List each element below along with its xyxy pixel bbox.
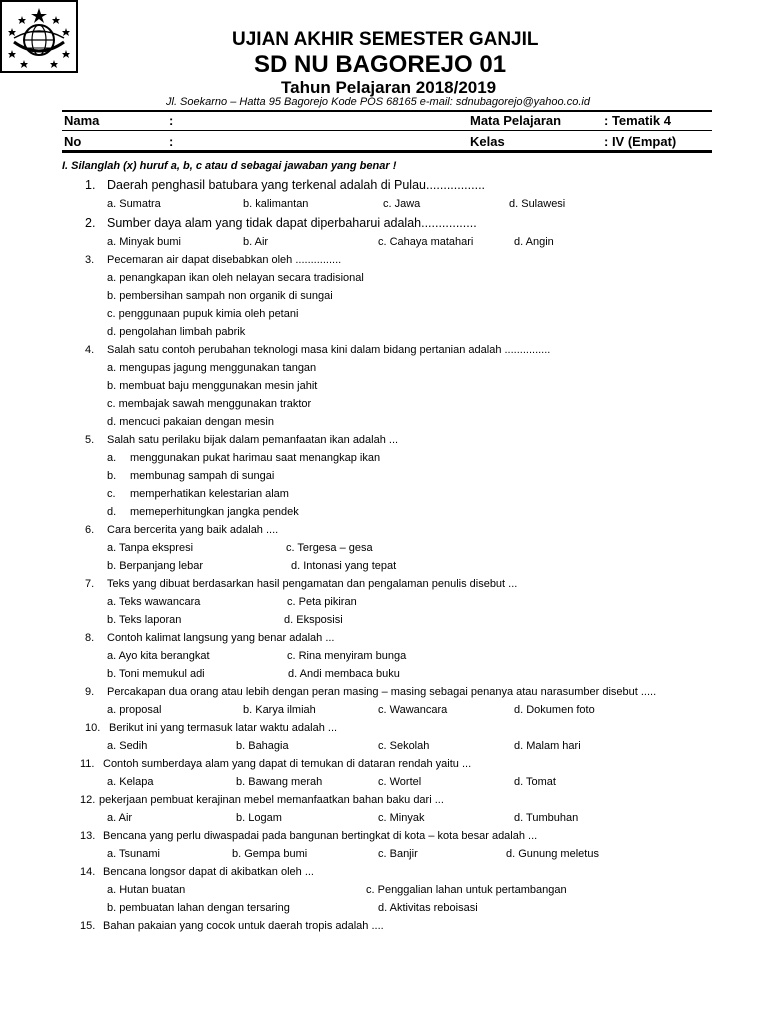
question-text: Salah satu perilaku bijak dalam pemanfaatan ikan adalah ...: [107, 434, 399, 446]
option-d: d. Gunung meletus: [506, 848, 599, 860]
question-text: Pecemaran air dapat disebabkan oleh ...............: [107, 254, 342, 266]
mapel-label: Mata Pelajaran: [470, 113, 562, 128]
instruction: I. Silanglah (x) huruf a, b, c atau d sebagai jawaban yang benar !: [62, 160, 397, 172]
question-number: 10.: [85, 722, 101, 734]
option-a: a. Tsunami: [107, 848, 160, 860]
question-text: Bahan pakaian yang cocok untuk daerah tropis adalah ....: [103, 920, 384, 932]
question-text: Cara bercerita yang baik adalah ....: [107, 524, 279, 536]
question-number: 1.: [85, 178, 96, 192]
header-divider: [62, 110, 712, 112]
option-a: a. Teks wawancara: [107, 596, 201, 608]
option-a: a. Sedih: [107, 740, 148, 752]
option-d: d. Andi membaca buku: [288, 668, 400, 680]
option-d: d. Intonasi yang tepat: [291, 560, 397, 572]
question-text: Berikut ini yang termasuk latar waktu adalah ...: [109, 722, 338, 734]
option-c: memperhatikan kelestarian alam: [130, 488, 289, 500]
nama-colon: :: [169, 113, 174, 128]
option-letter: a.: [107, 452, 117, 464]
question-number: 2.: [85, 216, 96, 230]
option-c: c. Rina menyiram bunga: [287, 650, 407, 662]
option-a: menggunakan pukat harimau saat menangkap ikan: [130, 452, 381, 464]
option-d: d. Angin: [514, 236, 554, 248]
school-address: Jl. Soekarno – Hatta 95 Bagorejo Kode POS 68165 e-mail: sdnubagorejo@yahoo.co.id: [166, 96, 590, 108]
option-letter: b.: [107, 470, 117, 482]
option-b: b. membuat baju menggunakan mesin jahit: [107, 380, 318, 392]
option-a: a. Sumatra: [107, 198, 161, 210]
question-text: Percakapan dua orang atau lebih dengan peran masing – masing sebagai penanya atau narasumber disebut .....: [107, 686, 657, 698]
question-number: 7.: [85, 578, 95, 590]
question-text: Bencana yang perlu diwaspadai pada bangunan bertingkat di kota – kota besar adalah ...: [103, 830, 538, 842]
option-c: c. Minyak: [378, 812, 425, 824]
mapel-value: : Tematik 4: [604, 113, 671, 128]
question-number: 14.: [80, 866, 96, 878]
option-d: d. Tumbuhan: [514, 812, 579, 824]
option-d: d. Malam hari: [514, 740, 581, 752]
option-c: c. Wortel: [378, 776, 422, 788]
question-number: 6.: [85, 524, 95, 536]
option-c: c. Sekolah: [378, 740, 430, 752]
option-a: a. proposal: [107, 704, 162, 716]
option-b: b. Air: [243, 236, 269, 248]
option-c: c. Penggalian lahan untuk pertambangan: [366, 884, 567, 896]
question-number: 12.: [80, 794, 96, 806]
question-number: 4.: [85, 344, 95, 356]
question-number: 15.: [80, 920, 96, 932]
option-c: c. Cahaya matahari: [378, 236, 474, 248]
no-label: No: [64, 134, 82, 149]
option-c: c. Wawancara: [378, 704, 448, 716]
question-text: Teks yang dibuat berdasarkan hasil pengamatan dan pengalaman penulis disebut ...: [107, 578, 518, 590]
option-a: a. Ayo kita berangkat: [107, 650, 210, 662]
option-b: b. Bahagia: [236, 740, 289, 752]
option-d: d. Sulawesi: [509, 198, 566, 210]
option-c: c. penggunaan pupuk kimia oleh petani: [107, 308, 299, 320]
option-a: a. penangkapan ikan oleh nelayan secara tradisional: [107, 272, 364, 284]
option-a: a. mengupas jagung menggunakan tangan: [107, 362, 317, 374]
question-number: 13.: [80, 830, 96, 842]
nu-emblem-icon: [2, 2, 76, 71]
question-number: 3.: [85, 254, 95, 266]
school-logo: [0, 0, 78, 73]
question-number: 9.: [85, 686, 95, 698]
option-a: a. Air: [107, 812, 133, 824]
option-a: a. Minyak bumi: [107, 236, 181, 248]
option-b: b. Bawang merah: [236, 776, 323, 788]
option-d: d. mencuci pakaian dengan mesin: [107, 416, 274, 428]
question-number: 11.: [80, 758, 95, 770]
option-b: b. kalimantan: [243, 198, 309, 210]
nama-label: Nama: [64, 113, 100, 128]
school-name: SD NU BAGOREJO 01: [254, 51, 507, 78]
option-d: memeperhitungkan jangka pendek: [130, 506, 299, 518]
option-c: c. membajak sawah menggunakan traktor: [107, 398, 312, 410]
question-text: Bencana longsor dapat di akibatkan oleh ...: [103, 866, 314, 878]
option-c: c. Tergesa – gesa: [286, 542, 373, 554]
option-b: b. pembersihan sampah non organik di sungai: [107, 290, 333, 302]
fields-bottom-divider: [62, 150, 712, 153]
question-text: Daerah penghasil batubara yang terkenal adalah di Pulau.................: [107, 178, 486, 192]
option-d: d. Eksposisi: [284, 614, 343, 626]
no-colon: :: [169, 134, 174, 149]
option-b: b. Logam: [236, 812, 282, 824]
question-text: Sumber daya alam yang tidak dapat diperbaharui adalah................: [107, 216, 477, 230]
option-letter: d.: [107, 506, 117, 518]
option-d: d. Aktivitas reboisasi: [378, 902, 478, 914]
question-number: 5.: [85, 434, 95, 446]
option-b: b. Toni memukul adi: [107, 668, 205, 680]
option-a: a. Tanpa ekspresi: [107, 542, 194, 554]
option-c: c. Peta pikiran: [287, 596, 357, 608]
option-c: c. Jawa: [383, 198, 421, 210]
option-d: d. Tomat: [514, 776, 556, 788]
option-b: b. Berpanjang lebar: [107, 560, 204, 572]
field-divider: [62, 130, 712, 131]
option-a: a. Kelapa: [107, 776, 154, 788]
academic-year: Tahun Pelajaran 2018/2019: [281, 78, 497, 97]
question-text: pekerjaan pembuat kerajinan mebel memanfaatkan bahan baku dari ...: [99, 794, 444, 806]
option-a: a. Hutan buatan: [107, 884, 186, 896]
kelas-value: : IV (Empat): [604, 134, 677, 149]
question-text: Contoh kalimat langsung yang benar adalah ...: [107, 632, 335, 644]
option-b: membunag sampah di sungai: [130, 470, 275, 482]
option-c: c. Banjir: [378, 848, 418, 860]
question-number: 8.: [85, 632, 95, 644]
option-d: d. Dokumen foto: [514, 704, 595, 716]
option-letter: c.: [107, 488, 116, 500]
exam-title: UJIAN AKHIR SEMESTER GANJIL: [232, 29, 539, 50]
question-text: Salah satu contoh perubahan teknologi masa kini dalam bidang pertanian adalah ...............: [107, 344, 551, 356]
option-b: b. pembuatan lahan dengan tersaring: [107, 902, 290, 914]
question-text: Contoh sumberdaya alam yang dapat di temukan di dataran rendah yaitu ...: [103, 758, 472, 770]
option-b: b. Karya ilmiah: [243, 704, 316, 716]
option-b: b. Gempa bumi: [232, 848, 308, 860]
option-b: b. Teks laporan: [107, 614, 182, 626]
kelas-label: Kelas: [470, 134, 505, 149]
option-d: d. pengolahan limbah pabrik: [107, 326, 246, 338]
